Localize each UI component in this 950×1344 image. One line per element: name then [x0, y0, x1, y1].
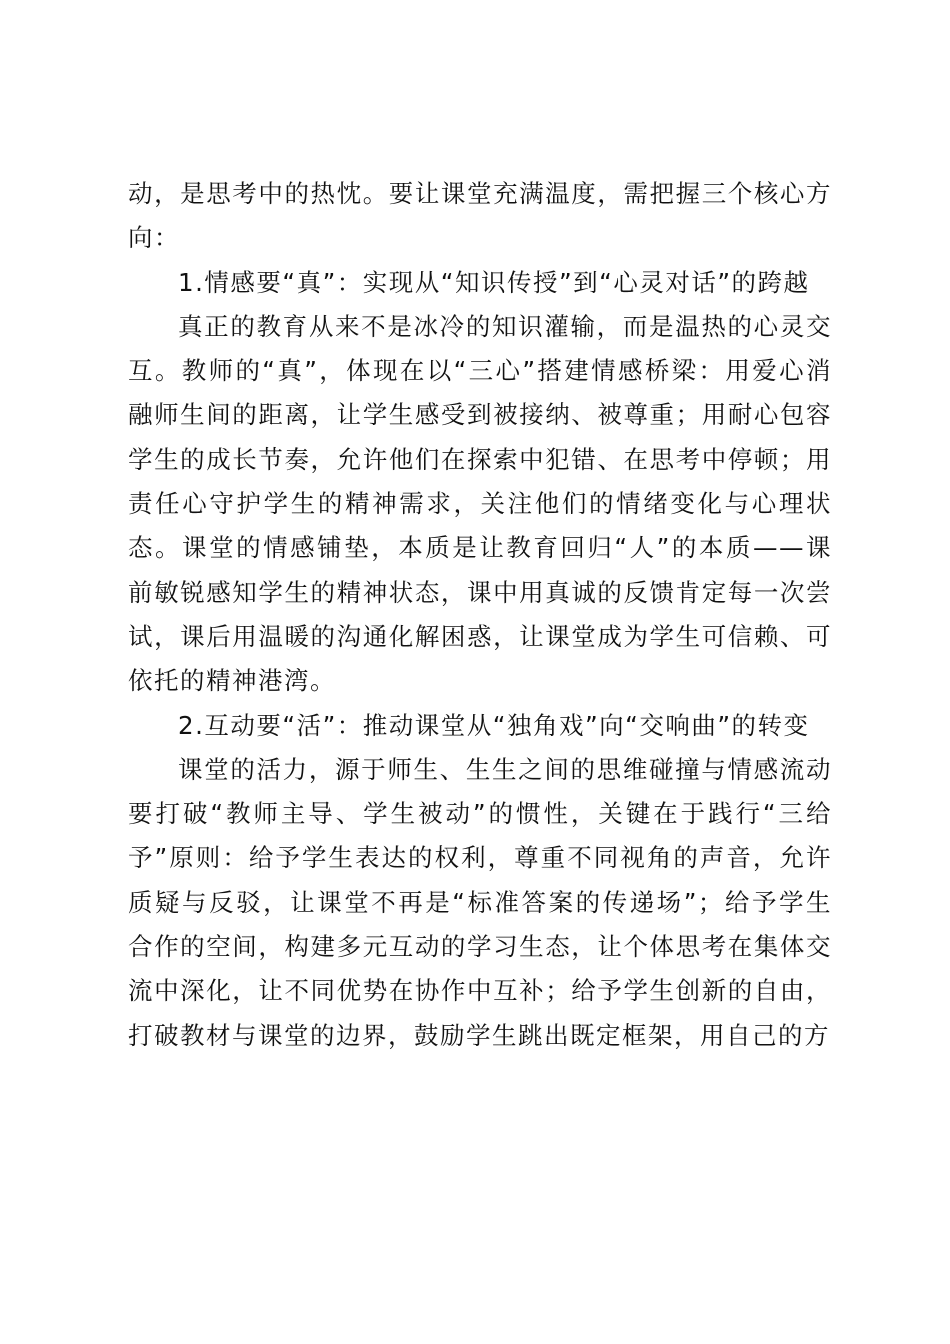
document-body — [128, 172, 832, 1058]
section-heading-2: 2.互动要“活”：推动课堂从“独角戏”向“交响曲”的转变 — [178, 710, 810, 740]
paragraph-continuation: 动，是思考中的热忱。要让课堂充满温度，需把握三个核心方向： — [128, 179, 832, 253]
section-heading-1: 1.情感要“真”：实现从“知识传授”到“心灵对话”的跨越 — [178, 267, 810, 297]
paragraph-section-1: 真正的教育从来不是冰冷的知识灌输，而是温热的心灵交互。教师的“真”，体现在以“三心”搭建情感桥梁：用爱心消融师生间的距离，让学生感受到被接纳、被尊重；用耐心包容学生的成长节奏，允许他们在探索中犯错、在思考中停顿；用责任心守护学生的精神需求，关注他们的情绪变化与心理状态。课堂的情感铺垫，本质是让教育回归“人”的本质——课前敏锐感知学生的精神状态，课中用真诚的反馈肯定每一次尝试，课后用温暖的沟通化解困惑，让课堂成为学生可信赖、可依托的精神港湾。 — [128, 311, 832, 696]
paragraph-section-2: 课堂的活力，源于师生、生生之间的思维碰撞与情感流动要打破“教师主导、学生被动”的惯性，关键在于践行“三给予”原则：给予学生表达的权利，尊重不同视角的声音，允许质疑与反驳，让课堂不再是“标准答案的传递场”；给予学生合作的空间，构建多元互动的学习生态，让个体思考在集体交流中深化，让不同优势在协作中互补；给予学生创新的自由，打破教材与课堂的边界，鼓励学生跳出既定框架，用自己的方 — [128, 754, 832, 1050]
